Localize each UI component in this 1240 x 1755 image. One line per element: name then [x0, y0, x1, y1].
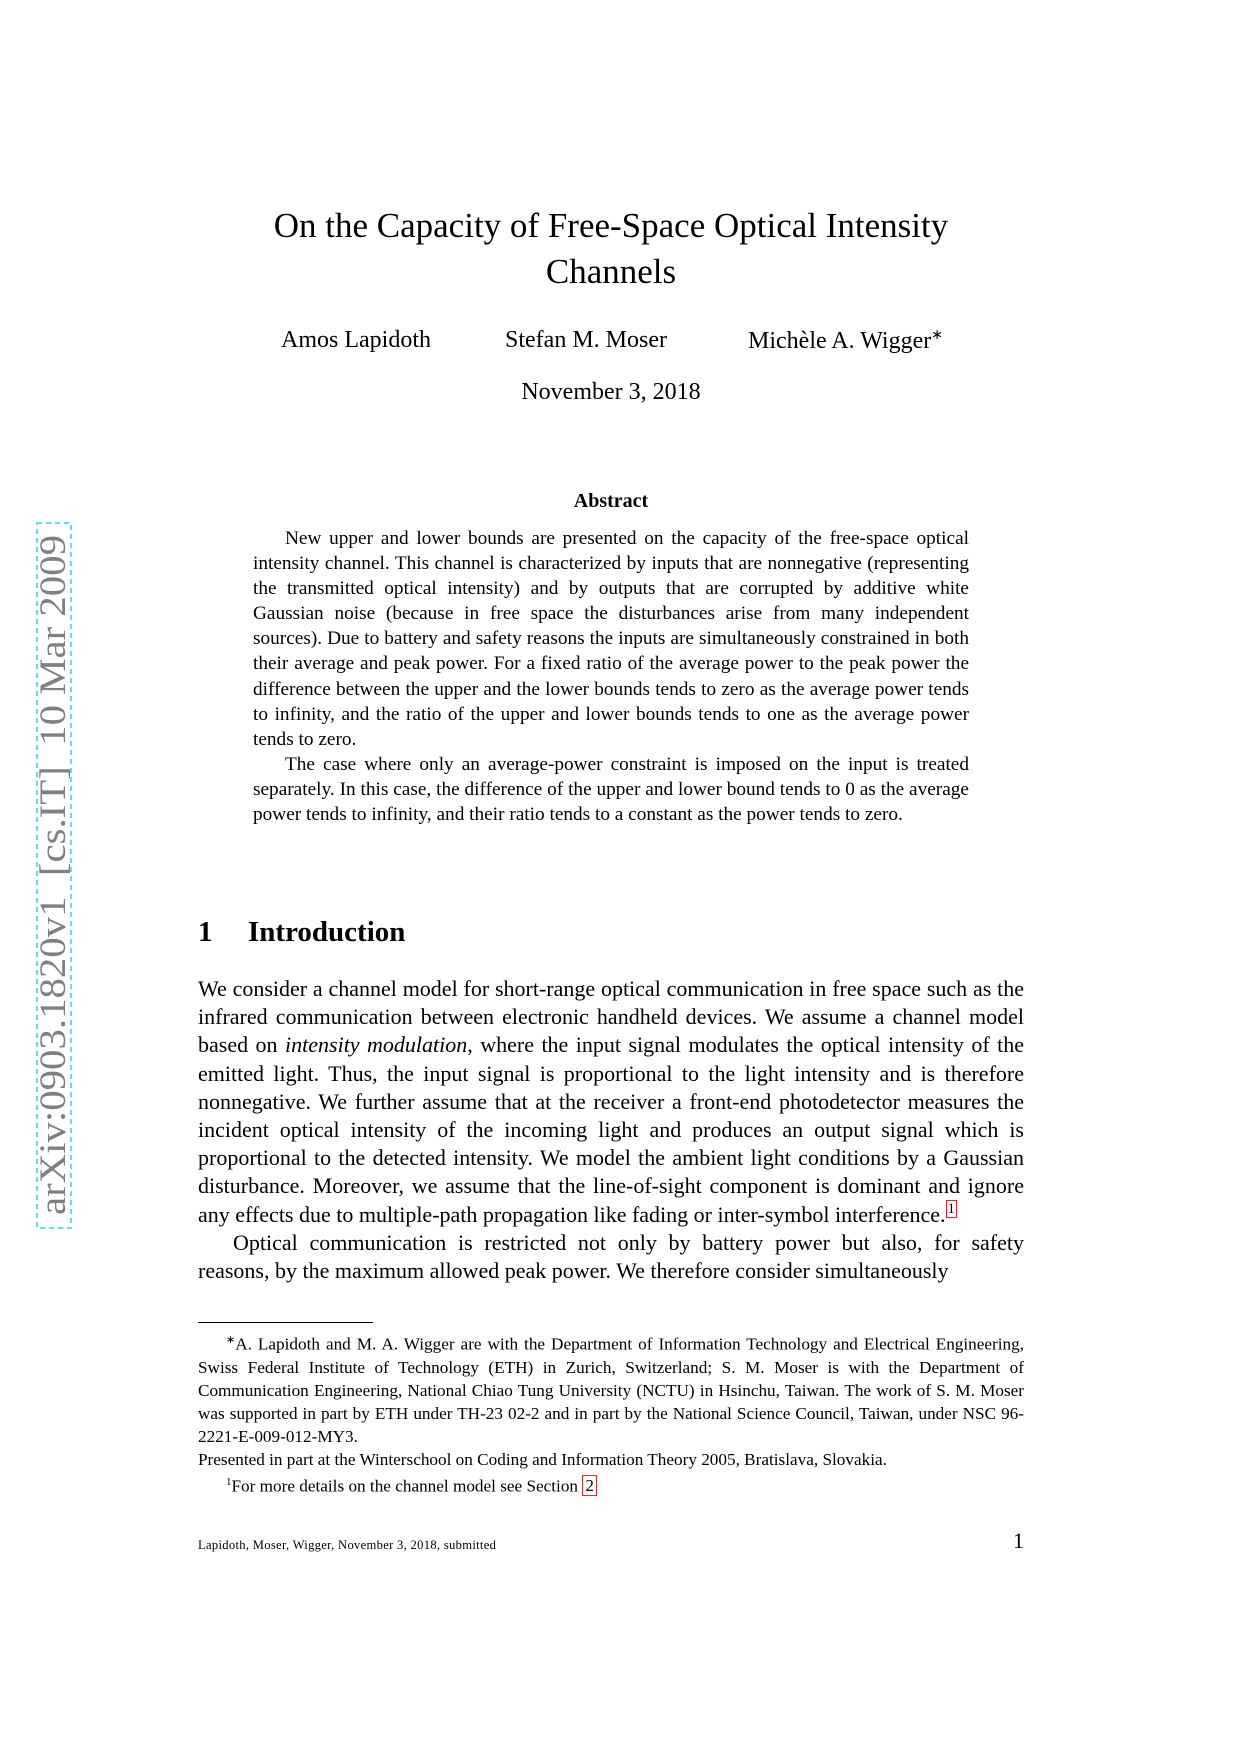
- section-2-link[interactable]: 2: [582, 1475, 597, 1496]
- abstract-heading: Abstract: [573, 490, 649, 512]
- running-footer: Lapidoth, Moser, Wigger, November 3, 2018, submitted: [198, 1538, 497, 1552]
- title-line-2: Channels: [545, 252, 677, 291]
- arxiv-stamp[interactable]: [33, 522, 74, 1229]
- section-title: Introduction: [248, 916, 406, 948]
- arxiv-stamp-text: arXiv:0903.1820v1 [cs.IT] 10 Mar 2009: [33, 598, 74, 1215]
- author-footnote-mark[interactable]: ∗: [931, 328, 943, 343]
- author-lapidoth: Amos Lapidoth: [281, 327, 431, 353]
- introduction-body: [198, 975, 1024, 1285]
- footnote-1: $^1$For more details on the channel model see Section 2: [198, 1471, 1024, 1498]
- abstract: [253, 526, 969, 827]
- intro-paragraph-2: Optical communication is restricted not only by battery power but also, for safety reasons, by the maximum allowed peak power. We therefore consider simultaneously: [198, 1229, 1024, 1284]
- abstract-paragraph-2: The case where only an average-power constraint is imposed on the input is treated separately. In this case, the difference of the upper and lower bound tends to 0 as the average power tends to infinity, and their ratio tends to a constant as the power tends to zero.: [253, 753, 969, 826]
- section-heading-introduction: [198, 916, 405, 949]
- author-wigger: Michèle A. Wigger∗: [748, 328, 943, 354]
- author-moser: Stefan M. Moser: [505, 327, 667, 353]
- title-line-1: On the Capacity of Free-Space Optical Intensity: [273, 206, 949, 245]
- intro-emphasis: intensity modulation: [285, 1032, 468, 1058]
- footnote-divider: [198, 1322, 373, 1323]
- page-number: 1: [1013, 1528, 1024, 1553]
- footnotes: [198, 1329, 1024, 1497]
- intro-paragraph-1: We consider a channel model for short-range optical communication in free space such as the infrared communication between electronic handheld devices. We assume a channel model based on intensity modulation, where the input signal modulates the optical intensity of the emitted light. Thus, the input signal is proportional to the light intensity and is therefore nonnegative. We further assume that at the receiver a front-end photodetector measures the incident optical intensity of the incoming light and produces an output signal which is proportional to the detected intensity. We model the ambient light conditions by a Gaussian disturbance. Moreover, we assume that the line-of-sight component is dominant and ignore any effects due to multiple-path propagation like fading or inter-symbol interference. $^1$: [198, 976, 1024, 1227]
- abstract-paragraph-1: New upper and lower bounds are presented on the capacity of the free-space optical intensity channel. This channel is characterized by inputs that are nonnegative (representing the transmitted optical intensity) and by outputs that are corrupted by additive white Gaussian noise (because in free space the disturbances arise from many independent sources). Due to battery and safety reasons the inputs are simultaneously constrained in both their average and peak power. For a fixed ratio of the average power to the peak power the difference between the upper and the lower bounds tends to zero as the average power tends to infinity, and the ratio of the upper and lower bounds tends to one as the average power tends to zero.: [253, 528, 969, 750]
- footnote-1-link[interactable]: 1: [947, 1201, 956, 1218]
- paper-date: November 3, 2018: [521, 379, 701, 405]
- paper-title: [198, 203, 1024, 295]
- author-list: [198, 327, 1024, 363]
- footnote-affiliations: ∗A. Lapidoth and M. A. Wigger are with the Department of Information Technology and Electrical Engineering, Swiss Federal Institute of Technology (ETH) in Zurich, Switzerland; S. M. Moser is with the Department of Communication Engineering, National Chiao Tung University (NCTU) in Hsinchu, Taiwan. The work of S. M. Moser was supported in part by ETH under TH-23 02-2 and in part by the National Science Council, Taiwan, under NSC 96-2221-E-009-012-MY3.: [198, 1334, 1024, 1446]
- section-number: 1: [198, 916, 213, 948]
- footnote-presented: Presented in part at the Winterschool on Coding and Information Theory 2005, Bratislava, Slovakia.: [198, 1449, 887, 1469]
